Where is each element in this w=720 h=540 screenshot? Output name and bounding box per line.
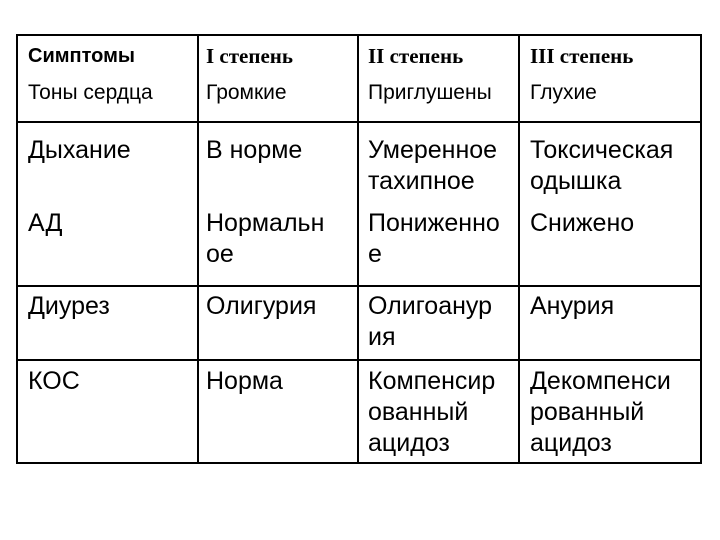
column-divider <box>197 36 199 462</box>
row-divider <box>18 285 700 287</box>
cell-diuresis-2: Олигоанур ия <box>368 292 493 351</box>
cell-heart-tones-2: Приглушены <box>368 81 492 104</box>
cell-breathing-1: В норме <box>206 136 303 164</box>
header-degree-2: II степень <box>368 44 464 68</box>
cell-acid-base-3: Декомпенси рованный ацидоз <box>530 367 671 457</box>
header-symptoms: Симптомы <box>28 45 135 67</box>
cell-acid-base-2: Компенсир ованный ацидоз <box>368 367 496 457</box>
column-divider <box>357 36 359 462</box>
symptoms-table <box>16 34 702 464</box>
cell-diuresis-3: Анурия <box>530 292 615 320</box>
cell-blood-pressure-1: Нормальн ое <box>206 209 325 268</box>
header-degree-1: I степень <box>206 44 294 68</box>
cell-heart-tones: Тоны сердца <box>28 81 153 104</box>
cell-blood-pressure-3: Снижено <box>530 209 635 237</box>
cell-acid-base-1: Норма <box>206 367 283 395</box>
cell-diuresis-1: Олигурия <box>206 292 317 320</box>
cell-diuresis: Диурез <box>28 292 110 320</box>
cell-blood-pressure-2: Пониженно е <box>368 209 500 268</box>
cell-blood-pressure: АД <box>28 209 63 237</box>
cell-acid-base: КОС <box>28 367 80 395</box>
row-divider <box>18 121 700 123</box>
header-degree-3: III степень <box>530 44 634 68</box>
column-divider <box>518 36 520 462</box>
cell-breathing: Дыхание <box>28 136 131 164</box>
row-divider <box>18 359 700 361</box>
cell-heart-tones-1: Громкие <box>206 81 287 104</box>
cell-breathing-3: Токсическая одышка <box>530 136 674 195</box>
cell-breathing-2: Умеренное тахипное <box>368 136 498 195</box>
cell-heart-tones-3: Глухие <box>530 81 597 104</box>
